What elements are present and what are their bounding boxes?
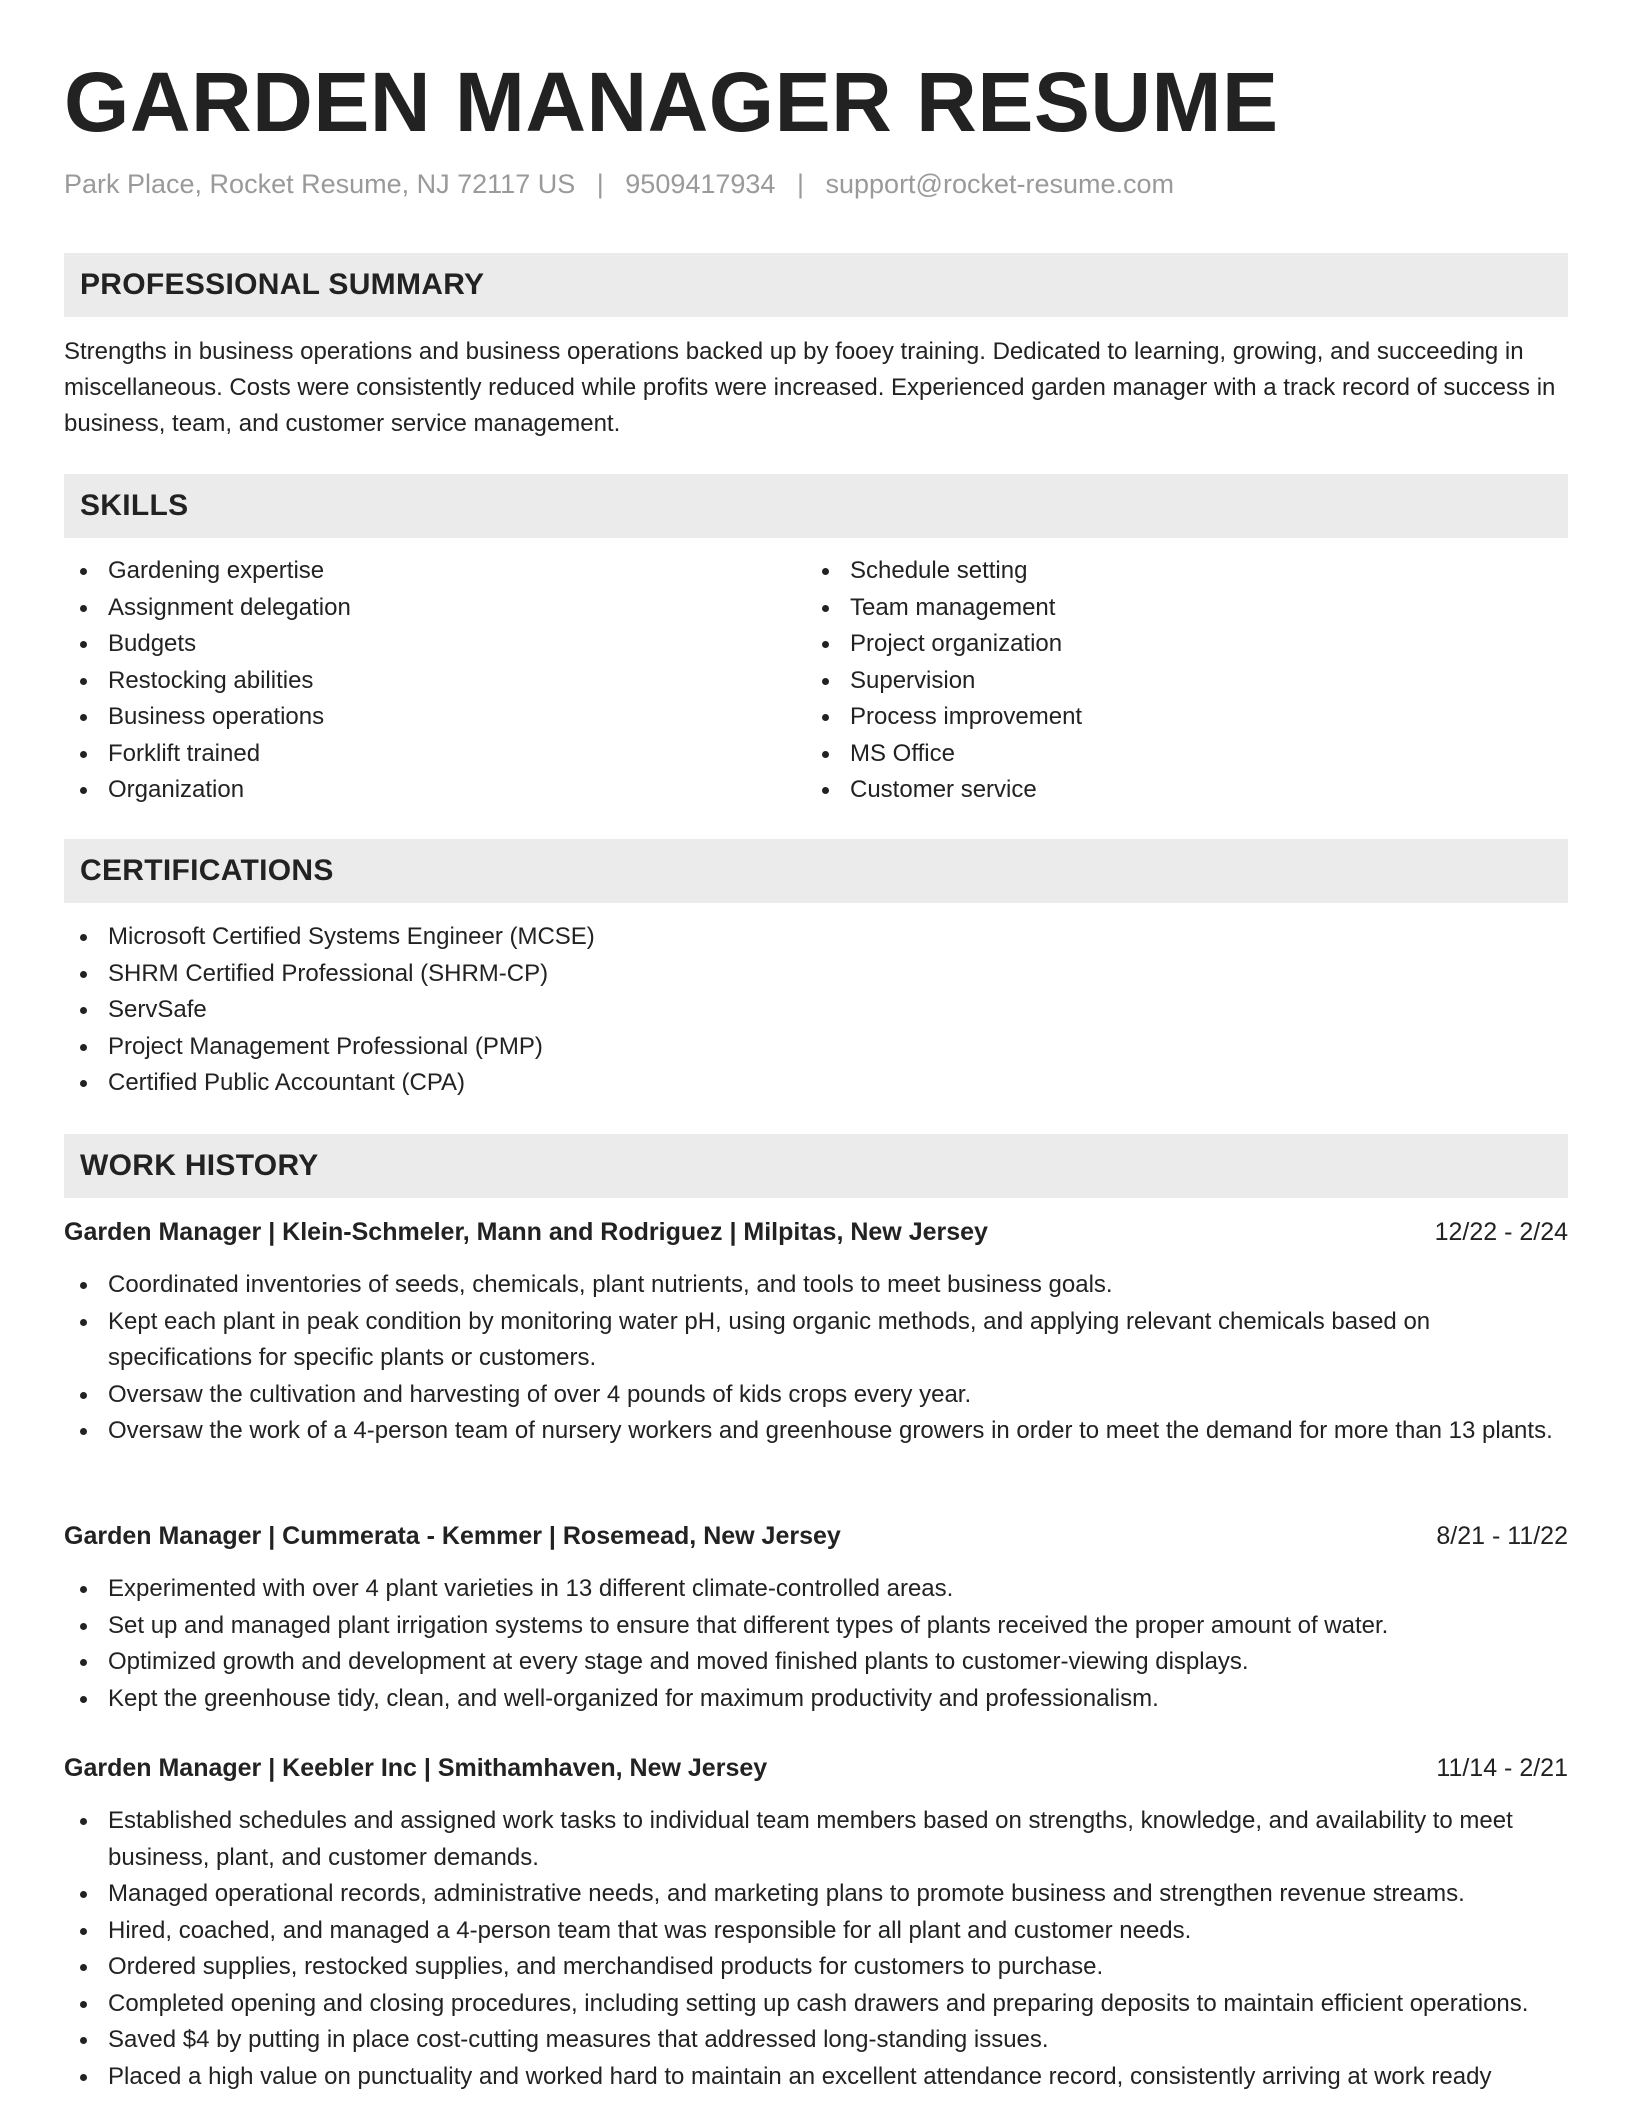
- job-header: [64, 1750, 1568, 1786]
- job-bullet: Placed a high value on punctuality and worked hard to maintain an excellent attendance record, consistently arriving at work ready: [64, 2059, 1568, 2096]
- summary-section-header: [64, 253, 1568, 317]
- contact-separator: |: [796, 169, 804, 199]
- skill-item: Team management: [806, 590, 1546, 627]
- skills-list-left: [64, 553, 804, 809]
- job-bullet: Coordinated inventories of seeds, chemicals, plant nutrients, and tools to meet business goals.: [64, 1267, 1568, 1304]
- skill-item: Restocking abilities: [64, 663, 804, 700]
- job-bullet: Set up and managed plant irrigation systems to ensure that different types of plants received the proper amount of water.: [64, 1608, 1568, 1645]
- skill-item: Customer service: [806, 772, 1546, 809]
- job-title: Garden Manager | Klein-Schmeler, Mann and Rodriguez | Milpitas, New Jersey: [64, 1218, 988, 1246]
- certification-item: Certified Public Accountant (CPA): [64, 1065, 1568, 1102]
- certifications-heading: CERTIFICATIONS: [80, 854, 334, 887]
- contact-email: support@rocket-resume.com: [825, 169, 1175, 199]
- job-bullet: Saved $4 by putting in place cost-cutting measures that addressed long-standing issues.: [64, 2022, 1568, 2059]
- job-bullet: Oversaw the cultivation and harvesting of over 4 pounds of kids crops every year.: [64, 1377, 1568, 1414]
- job-bullet: Optimized growth and development at every stage and moved finished plants to customer-viewing displays.: [64, 1644, 1568, 1681]
- job-header: [64, 1214, 1568, 1250]
- job-bullets: [64, 1267, 1568, 1450]
- skill-item: Organization: [64, 772, 804, 809]
- skill-item: Business operations: [64, 699, 804, 736]
- skill-item: Project organization: [806, 626, 1546, 663]
- certification-item: SHRM Certified Professional (SHRM-CP): [64, 956, 1568, 993]
- resume-title: GARDEN MANAGER RESUME: [64, 55, 1279, 149]
- job-bullet: Oversaw the work of a 4-person team of nursery workers and greenhouse growers in order to meet the demand for more than 13 plants.: [64, 1413, 1568, 1450]
- job-bullet: Experimented with over 4 plant varieties in 13 different climate-controlled areas.: [64, 1571, 1568, 1608]
- job-dates: 8/21 - 11/22: [1436, 1522, 1568, 1550]
- contact-line: [64, 166, 1174, 202]
- skill-item: Assignment delegation: [64, 590, 804, 627]
- skill-item: Supervision: [806, 663, 1546, 700]
- work-section-header: [64, 1134, 1568, 1198]
- work-heading: WORK HISTORY: [80, 1149, 319, 1182]
- skills-heading: SKILLS: [80, 489, 189, 522]
- certification-item: ServSafe: [64, 992, 1568, 1029]
- job-bullet: Completed opening and closing procedures, including setting up cash drawers and preparing deposits to maintain efficient operations.: [64, 1986, 1568, 2023]
- job-bullets: [64, 1803, 1568, 2095]
- skill-item: MS Office: [806, 736, 1546, 773]
- contact-phone: 9509417934: [625, 169, 776, 199]
- contact-address: Park Place, Rocket Resume, NJ 72117 US: [64, 169, 576, 199]
- skill-item: Budgets: [64, 626, 804, 663]
- skill-item: Schedule setting: [806, 553, 1546, 590]
- certification-item: Project Management Professional (PMP): [64, 1029, 1568, 1066]
- skill-item: Process improvement: [806, 699, 1546, 736]
- job-bullet: Kept each plant in peak condition by monitoring water pH, using organic methods, and applying relevant chemicals based on specifications for specific plants or customers.: [64, 1304, 1568, 1377]
- job-title: Garden Manager | Keebler Inc | Smithamhaven, New Jersey: [64, 1754, 768, 1782]
- summary-heading: PROFESSIONAL SUMMARY: [80, 268, 485, 301]
- contact-separator: |: [596, 169, 604, 199]
- certifications-section-header: [64, 839, 1568, 903]
- job-dates: 12/22 - 2/24: [1434, 1218, 1568, 1246]
- job-bullet: Ordered supplies, restocked supplies, and merchandised products for customers to purchase.: [64, 1949, 1568, 1986]
- job-bullet: Kept the greenhouse tidy, clean, and well-organized for maximum productivity and professionalism.: [64, 1681, 1568, 1718]
- certifications-list: [64, 919, 1568, 1102]
- skill-item: Forklift trained: [64, 736, 804, 773]
- job-bullet: Managed operational records, administrative needs, and marketing plans to promote business and strengthen revenue streams.: [64, 1876, 1568, 1913]
- summary-text: Strengths in business operations and business operations backed up by fooey training. Dedicated to learning, growing, and succeeding in miscellaneous. Costs were consistently reduced while profits were increased. Experienced garden manager with a track record of success in business, team, and customer service management.: [64, 338, 1556, 437]
- skill-item: Gardening expertise: [64, 553, 804, 590]
- job-bullet: Established schedules and assigned work tasks to individual team members based on strengths, knowledge, and availability to meet business, plant, and customer demands.: [64, 1803, 1568, 1876]
- skills-section-header: [64, 474, 1568, 538]
- skills-list-right: [806, 553, 1546, 809]
- job-bullet: Hired, coached, and managed a 4-person team that was responsible for all plant and customer needs.: [64, 1913, 1568, 1950]
- job-header: [64, 1518, 1568, 1554]
- job-dates: 11/14 - 2/21: [1436, 1754, 1568, 1782]
- certification-item: Microsoft Certified Systems Engineer (MCSE): [64, 919, 1568, 956]
- job-title: Garden Manager | Cummerata - Kemmer | Rosemead, New Jersey: [64, 1522, 841, 1550]
- job-bullets: [64, 1571, 1568, 1717]
